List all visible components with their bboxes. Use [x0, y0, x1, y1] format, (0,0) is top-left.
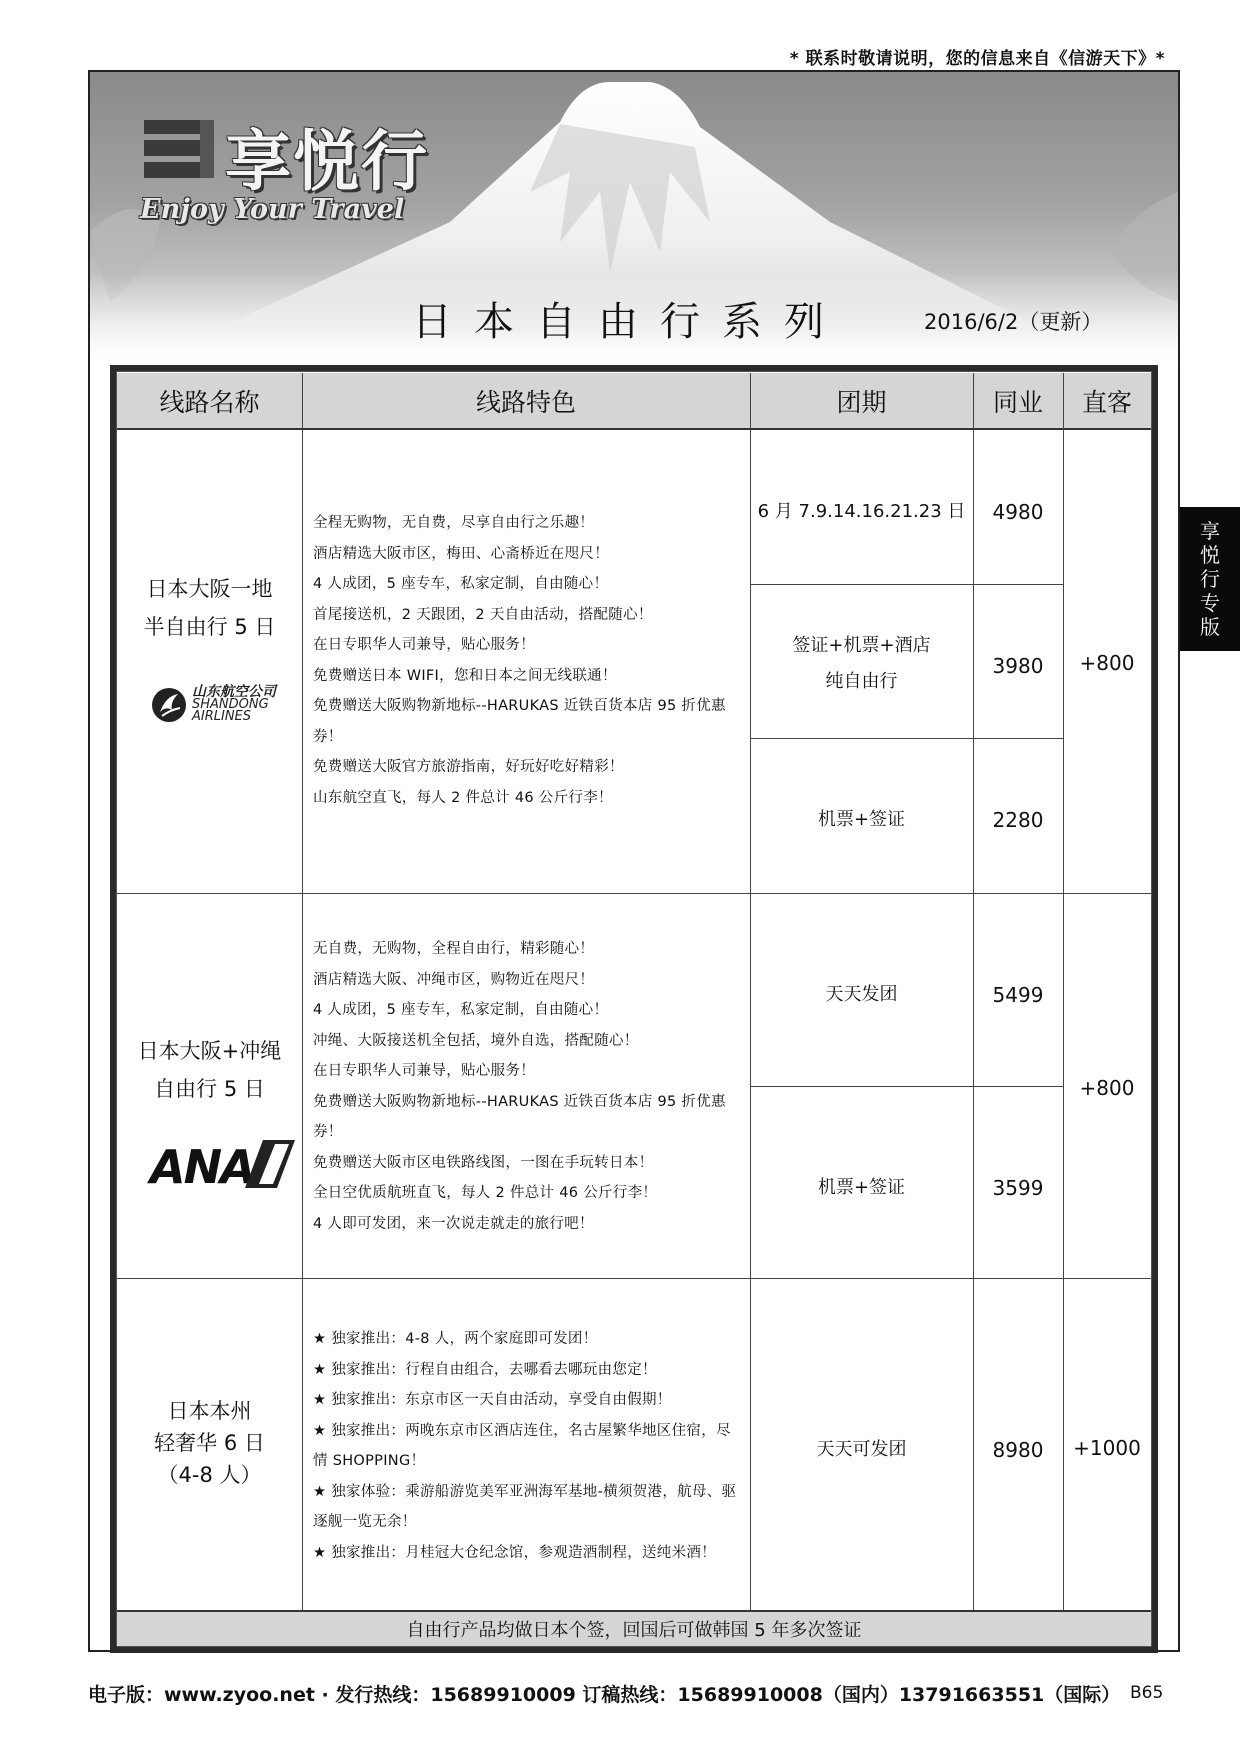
trade-price: 2280	[992, 808, 1044, 832]
option-divider	[750, 584, 1063, 585]
row-divider	[117, 893, 1151, 894]
feature-item: 首尾接送机，2 天跟团，2 天自由活动，搭配随心！	[313, 606, 653, 623]
feature-item: 4 人成团，5 座专车，私家定制，自由随心！	[313, 1002, 609, 1018]
route-name-line: 自由行 5 日	[154, 1077, 265, 1101]
trade-price: 8980	[992, 1438, 1044, 1462]
package-line: 纯自由行	[825, 671, 898, 692]
route-name-line: 日本大阪+冲绳	[137, 1039, 282, 1063]
direct-price: +800	[1079, 651, 1135, 675]
route-name-line: 轻奢华 6 日	[154, 1431, 265, 1455]
feature-item: 无自费，无购物，全程自由行，精彩随心！	[313, 941, 595, 957]
feature-item: 全日空优质航班直飞，每人 2 件总计 46 公斤行李！	[313, 1185, 658, 1201]
features-honshu	[313, 1324, 745, 1568]
header-departure: 团期	[750, 373, 973, 430]
option-divider	[750, 738, 1063, 739]
trade-price: 3599	[992, 1176, 1044, 1200]
route-name-osaka-okinawa	[117, 1010, 302, 1130]
ana-wordmark: ANA	[150, 1140, 254, 1194]
feature-item: ★ 独家推出：东京市区一天自由活动，享受自由假期！	[313, 1392, 672, 1408]
feature-item: 免费赠送大阪官方旅游指南，好玩好吃好精彩！	[313, 759, 624, 775]
visa-note: 自由行产品均做日本个签，回国后可做韩国 5 年多次签证	[117, 1610, 1151, 1646]
feature-item: 免费赠送大阪购物新地标--HARUKAS 近铁百货本店 95 折优惠券！	[313, 1093, 726, 1140]
feature-item: 冲绳、大阪接送机全包括，境外自选，搭配随心！	[313, 1032, 639, 1049]
side-tab-char: 悦	[1200, 543, 1220, 567]
update-date: 2016/6/2（更新）	[924, 310, 1103, 334]
route-name-line: （4-8 人）	[157, 1463, 262, 1487]
feature-item: 在日专职华人司兼导，贴心服务！	[313, 1063, 535, 1079]
package-line: 签证+机票+酒店	[792, 635, 931, 656]
feature-item: 山东航空直飞，每人 2 件总计 46 公斤行李！	[313, 789, 613, 806]
feature-item: 4 人成团，5 座专车，私家定制，自由随心！	[313, 576, 609, 592]
feature-item: ★ 独家推出：月桂冠大仓纪念馆，参观造酒制程，送纯米酒！	[313, 1544, 717, 1561]
side-tab-label	[1180, 507, 1240, 651]
trade-price: 5499	[992, 983, 1044, 1007]
brand-name-en: Enjoy Your Travel	[140, 194, 405, 225]
side-tab-char: 版	[1200, 615, 1220, 639]
feature-item: ★ 独家推出：行程自由组合，去哪看去哪玩由您定！	[313, 1361, 657, 1378]
direct-price: +1000	[1073, 1436, 1141, 1460]
side-tab-char: 行	[1200, 567, 1220, 591]
route-name-line: 日本本州	[167, 1399, 252, 1423]
brand-logo	[140, 100, 460, 230]
ana-stripe-icon	[245, 1140, 295, 1188]
feature-item: 酒店精选大阪、冲绳市区，购物近在咫尺！	[313, 971, 595, 988]
route-name-osaka	[117, 548, 302, 668]
header-route-name: 线路名称	[117, 373, 302, 430]
trade-price: 3980	[992, 654, 1044, 678]
row-divider	[117, 1278, 1151, 1279]
package-type: 机票+签证	[817, 809, 906, 830]
header-direct-price: 直客	[1063, 373, 1151, 430]
shandong-crane-icon	[150, 686, 188, 724]
page-number: B65	[1130, 1683, 1164, 1703]
source-note: * 联系时敬请说明，您的信息来自《信游天下》*	[789, 49, 1165, 69]
side-tab-char: 享	[1200, 519, 1220, 543]
features-osaka	[313, 508, 745, 813]
brand-name-cn: 享悦行	[225, 122, 429, 200]
feature-item: 全程无购物，无自费，尽享自由行之乐趣！	[313, 515, 595, 531]
logo-mark-icon	[140, 116, 218, 186]
feature-item: ★ 独家推出：4-8 人，两个家庭即可发团！	[313, 1331, 598, 1347]
airline-name-en: SHANDONG	[192, 697, 269, 712]
direct-price: +800	[1079, 1076, 1135, 1100]
departure-dates: 6 月 7.9.14.16.21.23 日	[757, 501, 966, 522]
feature-item: ★ 独家体验：乘游船游览美军亚洲海军基地-横须贺港，航母、驱逐舰一览无余！	[313, 1483, 737, 1530]
departure-dates: 天天可发团	[816, 1439, 907, 1460]
package-type	[750, 626, 973, 702]
grid-line	[1063, 373, 1064, 1610]
feature-item: 免费赠送日本 WIFI，您和日本之间无线联通！	[313, 667, 617, 684]
shandong-airlines-text	[192, 686, 276, 723]
header-features: 线路特色	[302, 373, 750, 430]
route-name-line: 半自由行 5 日	[143, 615, 276, 639]
side-tab-char: 专	[1200, 591, 1220, 615]
page-title: 日本自由行系列	[412, 299, 846, 345]
option-divider	[750, 1086, 1063, 1087]
airline-name-cn: 山东航空公司	[192, 684, 276, 700]
footer-contact: 电子版：www.zyoo.net · 发行热线：15689910009 订稿热线：15689910008（国内）13791663551（国际）	[88, 1684, 1121, 1706]
package-type: 机票+签证	[817, 1177, 906, 1198]
grid-line	[302, 373, 303, 1610]
airline-name-en: AIRLINES	[192, 709, 252, 724]
feature-item: 4 人即可发团，来一次说走就走的旅行吧！	[313, 1215, 594, 1232]
header-trade-price: 同业	[973, 373, 1063, 430]
ana-logo	[150, 1138, 295, 1194]
feature-item: 免费赠送大阪市区电铁路线图，一图在手玩转日本！	[313, 1154, 654, 1171]
departure-dates: 天天发团	[825, 984, 898, 1005]
features-osaka-okinawa	[313, 934, 745, 1239]
feature-item: 酒店精选大阪市区，梅田、心斋桥近在咫尺！	[313, 545, 609, 562]
route-name-line: 日本大阪一地	[146, 577, 273, 601]
feature-item: ★ 独家推出：两晚东京市区酒店连住，名古屋繁华地区住宿，尽情 SHOPPING！	[313, 1422, 731, 1469]
trade-price: 4980	[992, 500, 1044, 524]
feature-item: 在日专职华人司兼导，贴心服务！	[313, 637, 535, 653]
route-name-honshu	[117, 1378, 302, 1508]
shandong-airlines-logo	[150, 684, 290, 728]
feature-item: 免费赠送大阪购物新地标--HARUKAS 近铁百货本店 95 折优惠券！	[313, 698, 726, 745]
